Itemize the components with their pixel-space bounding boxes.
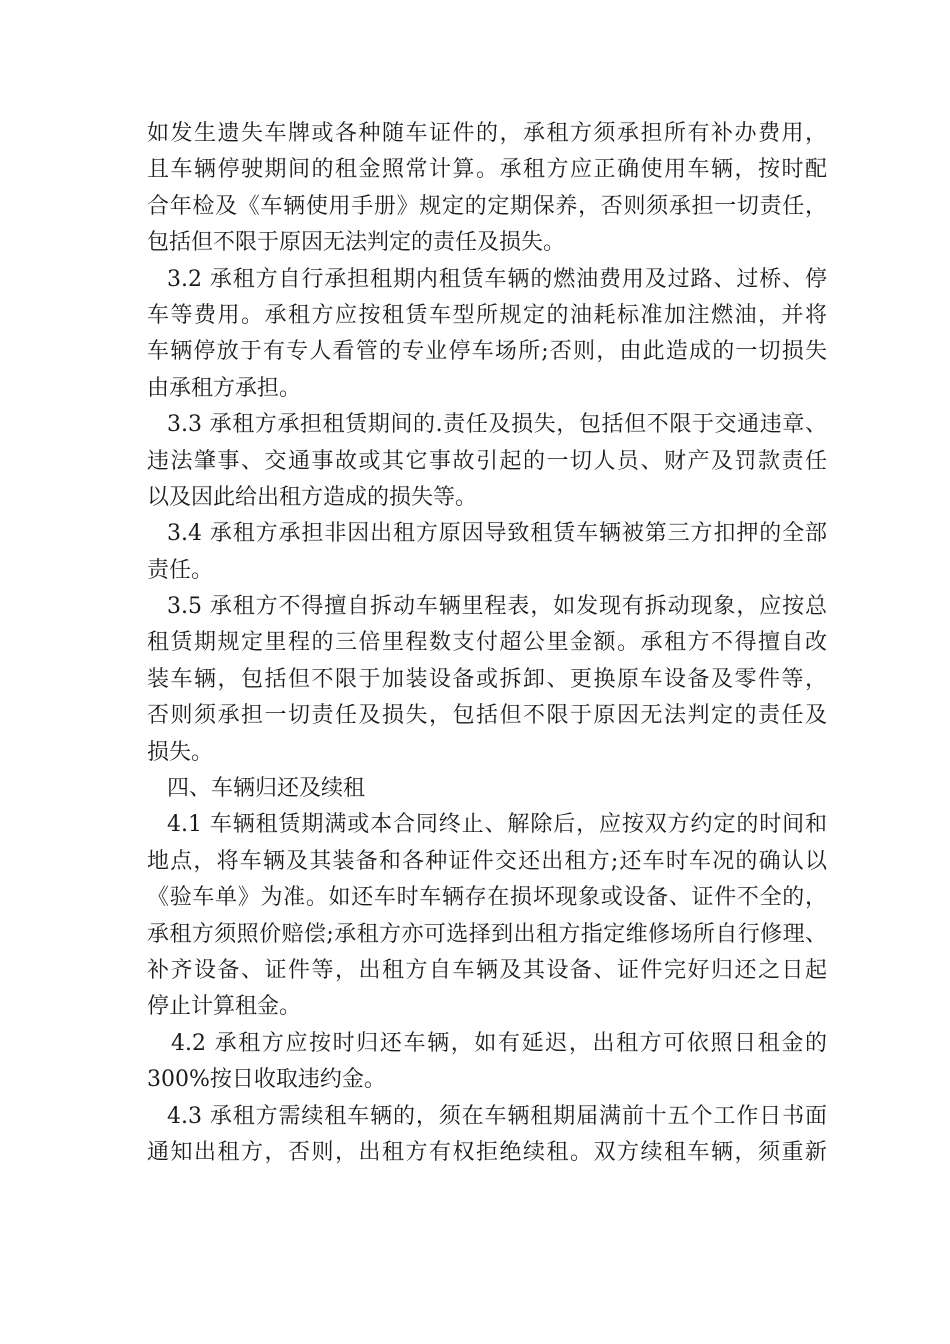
text-line: 《验车单》为准。如还车时车辆存在损坏现象或设备、证件不全的，	[147, 885, 827, 911]
text-line: 否则须承担一切责任及损失，包括但不限于原因无法判定的责任及	[147, 703, 827, 729]
text-line: 承租方须照价赔偿;承租方亦可选择到出租方指定维修场所自行修理、	[147, 921, 827, 947]
text-line: 补齐设备、证件等，出租方自车辆及其设备、证件完好归还之日起	[147, 957, 827, 983]
clause-4-1: 4.1 车辆租赁期满或本合同终止、解除后，应按双方约定的时间和	[167, 812, 827, 838]
contract-text	[147, 116, 827, 1171]
text-line: 违法肇事、交通事故或其它事故引起的一切人员、财产及罚款责任	[147, 448, 827, 474]
clause-3-2: 3.2 承租方自行承担租期内租赁车辆的燃油费用及过路、过桥、停	[167, 266, 827, 292]
text-line: 300%按日收取违约金。	[147, 1067, 386, 1093]
text-line: 由承租方承担。	[147, 375, 302, 401]
text-line: 停止计算租金。	[147, 994, 302, 1020]
text-line: 车辆停放于有专人看管的专业停车场所;否则，由此造成的一切损失	[147, 339, 827, 365]
text-line: 如发生遗失车牌或各种随车证件的，承租方须承担所有补办费用，	[147, 121, 827, 146]
text-line: 装车辆，包括但不限于加装设备或拆卸、更换原车设备及零件等，	[147, 666, 827, 692]
text-line: 合年检及《车辆使用手册》规定的定期保养，否则须承担一切责任，	[147, 193, 827, 219]
text-line: 责任。	[147, 557, 214, 583]
text-line: 且车辆停驶期间的租金照常计算。承租方应正确使用车辆，按时配	[147, 157, 827, 183]
clause-4-2: 4.2 承租方应按时归还车辆，如有延迟，出租方可依照日租金的	[171, 1030, 827, 1056]
clause-3-5: 3.5 承租方不得擅自拆动车辆里程表，如发现有拆动现象，应按总	[167, 594, 827, 620]
section-heading: 四、车辆归还及续租	[167, 776, 366, 802]
text-line: 包括但不限于原因无法判定的责任及损失。	[147, 230, 566, 256]
text-line: 损失。	[147, 739, 214, 765]
clause-3-3: 3.3 承租方承担租赁期间的.责任及损失，包括但不限于交通违章、	[167, 412, 827, 438]
text-line: 车等费用。承租方应按租赁车型所规定的油耗标准加注燃油，并将	[147, 302, 827, 328]
clause-3-4: 3.4 承租方承担非因出租方原因导致租赁车辆被第三方扣押的全部	[167, 521, 827, 547]
text-line: 通知出租方，否则，出租方有权拒绝续租。双方续租车辆，须重新	[147, 1139, 827, 1165]
text-line: 租赁期规定里程的三倍里程数支付超公里金额。承租方不得擅自改	[147, 630, 827, 656]
text-line: 地点，将车辆及其装备和各种证件交还出租方;还车时车况的确认以	[147, 848, 827, 874]
text-line: 以及因此给出租方造成的损失等。	[147, 484, 478, 510]
clause-4-3: 4.3 承租方需续租车辆的，须在车辆租期届满前十五个工作日书面	[167, 1103, 827, 1129]
